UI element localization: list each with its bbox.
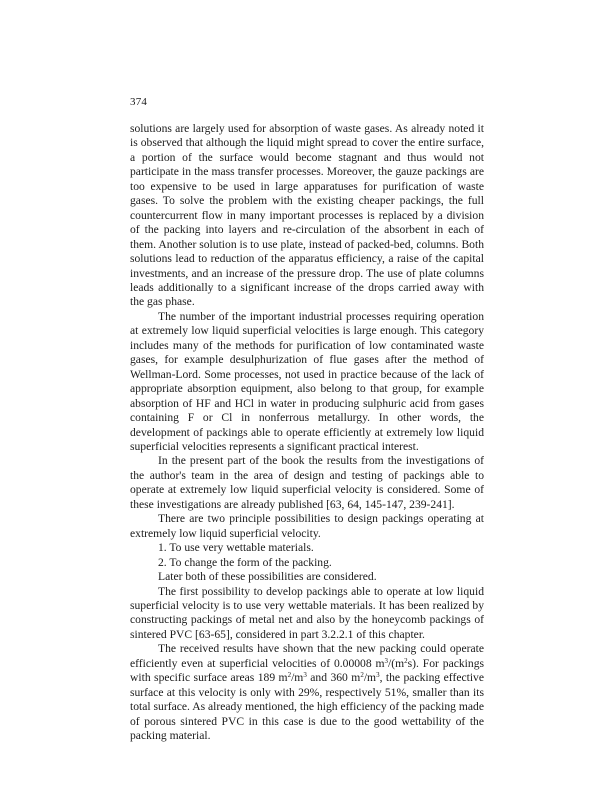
paragraph-7-text-3: s). For packings with specific surface areas 189 m: [130, 656, 485, 685]
page-number: 374: [130, 96, 148, 108]
paragraph-7-text-4: /m: [291, 671, 304, 685]
paragraph-7-text-6: /m: [363, 671, 377, 685]
list-item-1: 1. To use very wettable materials.: [158, 541, 314, 555]
paragraph-7-text-2: /(m: [388, 656, 405, 670]
superscript-2: 2: [404, 656, 408, 665]
superscript-5: 2: [360, 671, 364, 680]
paragraph-7-text-5: and 360 m: [306, 671, 361, 685]
body-text: [130, 122, 484, 743]
superscript-3: 2: [287, 671, 292, 680]
paragraph-4: There are two principle possibilities to design packings operating at extremely low liquid superficial velocity.: [130, 512, 484, 540]
paragraph-5: Later both of these possibilities are considered.: [158, 570, 377, 584]
paragraph-7-text-7: , the packing effective surface at this velocity is only with 29%, respectively 51%, smaller than its total surface. As already mentioned, the high efficiency of the packing made of porous sintered PVC in this case is due to the good wettability of the packing material.: [130, 671, 484, 743]
list-item-2: 2. To change the form of the packing.: [158, 555, 332, 569]
paragraph-2: The number of the important industrial processes requiring operation at extremely low liquid superficial velocities is large enough. This category includes many of the methods for purification of low contaminated waste gases, for example desulphurization of flue gases after the method of Wellman-Lord. Some processes, not used in practice because of the lack of appropriate absorption equipment, also belong to that group, for example absorption of HF and HCl in water in producing sulphuric acid from gases containing F or Cl in nonferrous metallurgy. In other words, the development of packings able to operate efficiently at extremely low liquid superficial velocities represents a significant practical interest.: [130, 309, 484, 453]
paragraph-7-text-1: The received results have shown that the new packing could operate efficiently even at superficial velocities of 0.00008 m: [130, 642, 484, 670]
superscript-6: 3: [376, 671, 380, 680]
superscript-1: 3: [384, 656, 389, 665]
superscript-4: 3: [303, 671, 307, 680]
paragraph-3: In the present part of the book the results from the investigations of the author's team in the area of design and testing of packings able to operate at extremely low liquid superficial velocity is considered. Some of these investigations are already published [63, 64, 145-147, 239-241].: [130, 454, 484, 511]
paragraph-7: [130, 642, 484, 743]
paragraph-1: solutions are largely used for absorption of waste gases. As already noted it is observed that although the liquid might spread to cover the entire surface, a portion of the surface would become stagnant and thus would not participate in the mass transfer processes. Moreover, the gauze packings are too expensive to be used in large apparatuses for purification of waste gases. To solve the problem with the existing cheaper packings, the full countercurrent flow in many important processes is replaced by a division of the packing into layers and re-circulation of the absorbent in each of them. Another solution is to use plate, instead of packed-bed, columns. Both solutions lead to reduction of the apparatus efficiency, a raise of the capital investments, and an increase of the pressure drop. The use of plate columns leads additionally to a significant increase of the drops carried away with the gas phase.: [130, 122, 484, 309]
paragraph-6: The first possibility to develop packings able to operate at low liquid superficial velocity is to use very wettable materials. It has been realized by constructing packings of metal net and also by the honeycomb packings of sintered PVC [63-65], considered in part 3.2.2.1 of this chapter.: [130, 584, 484, 641]
